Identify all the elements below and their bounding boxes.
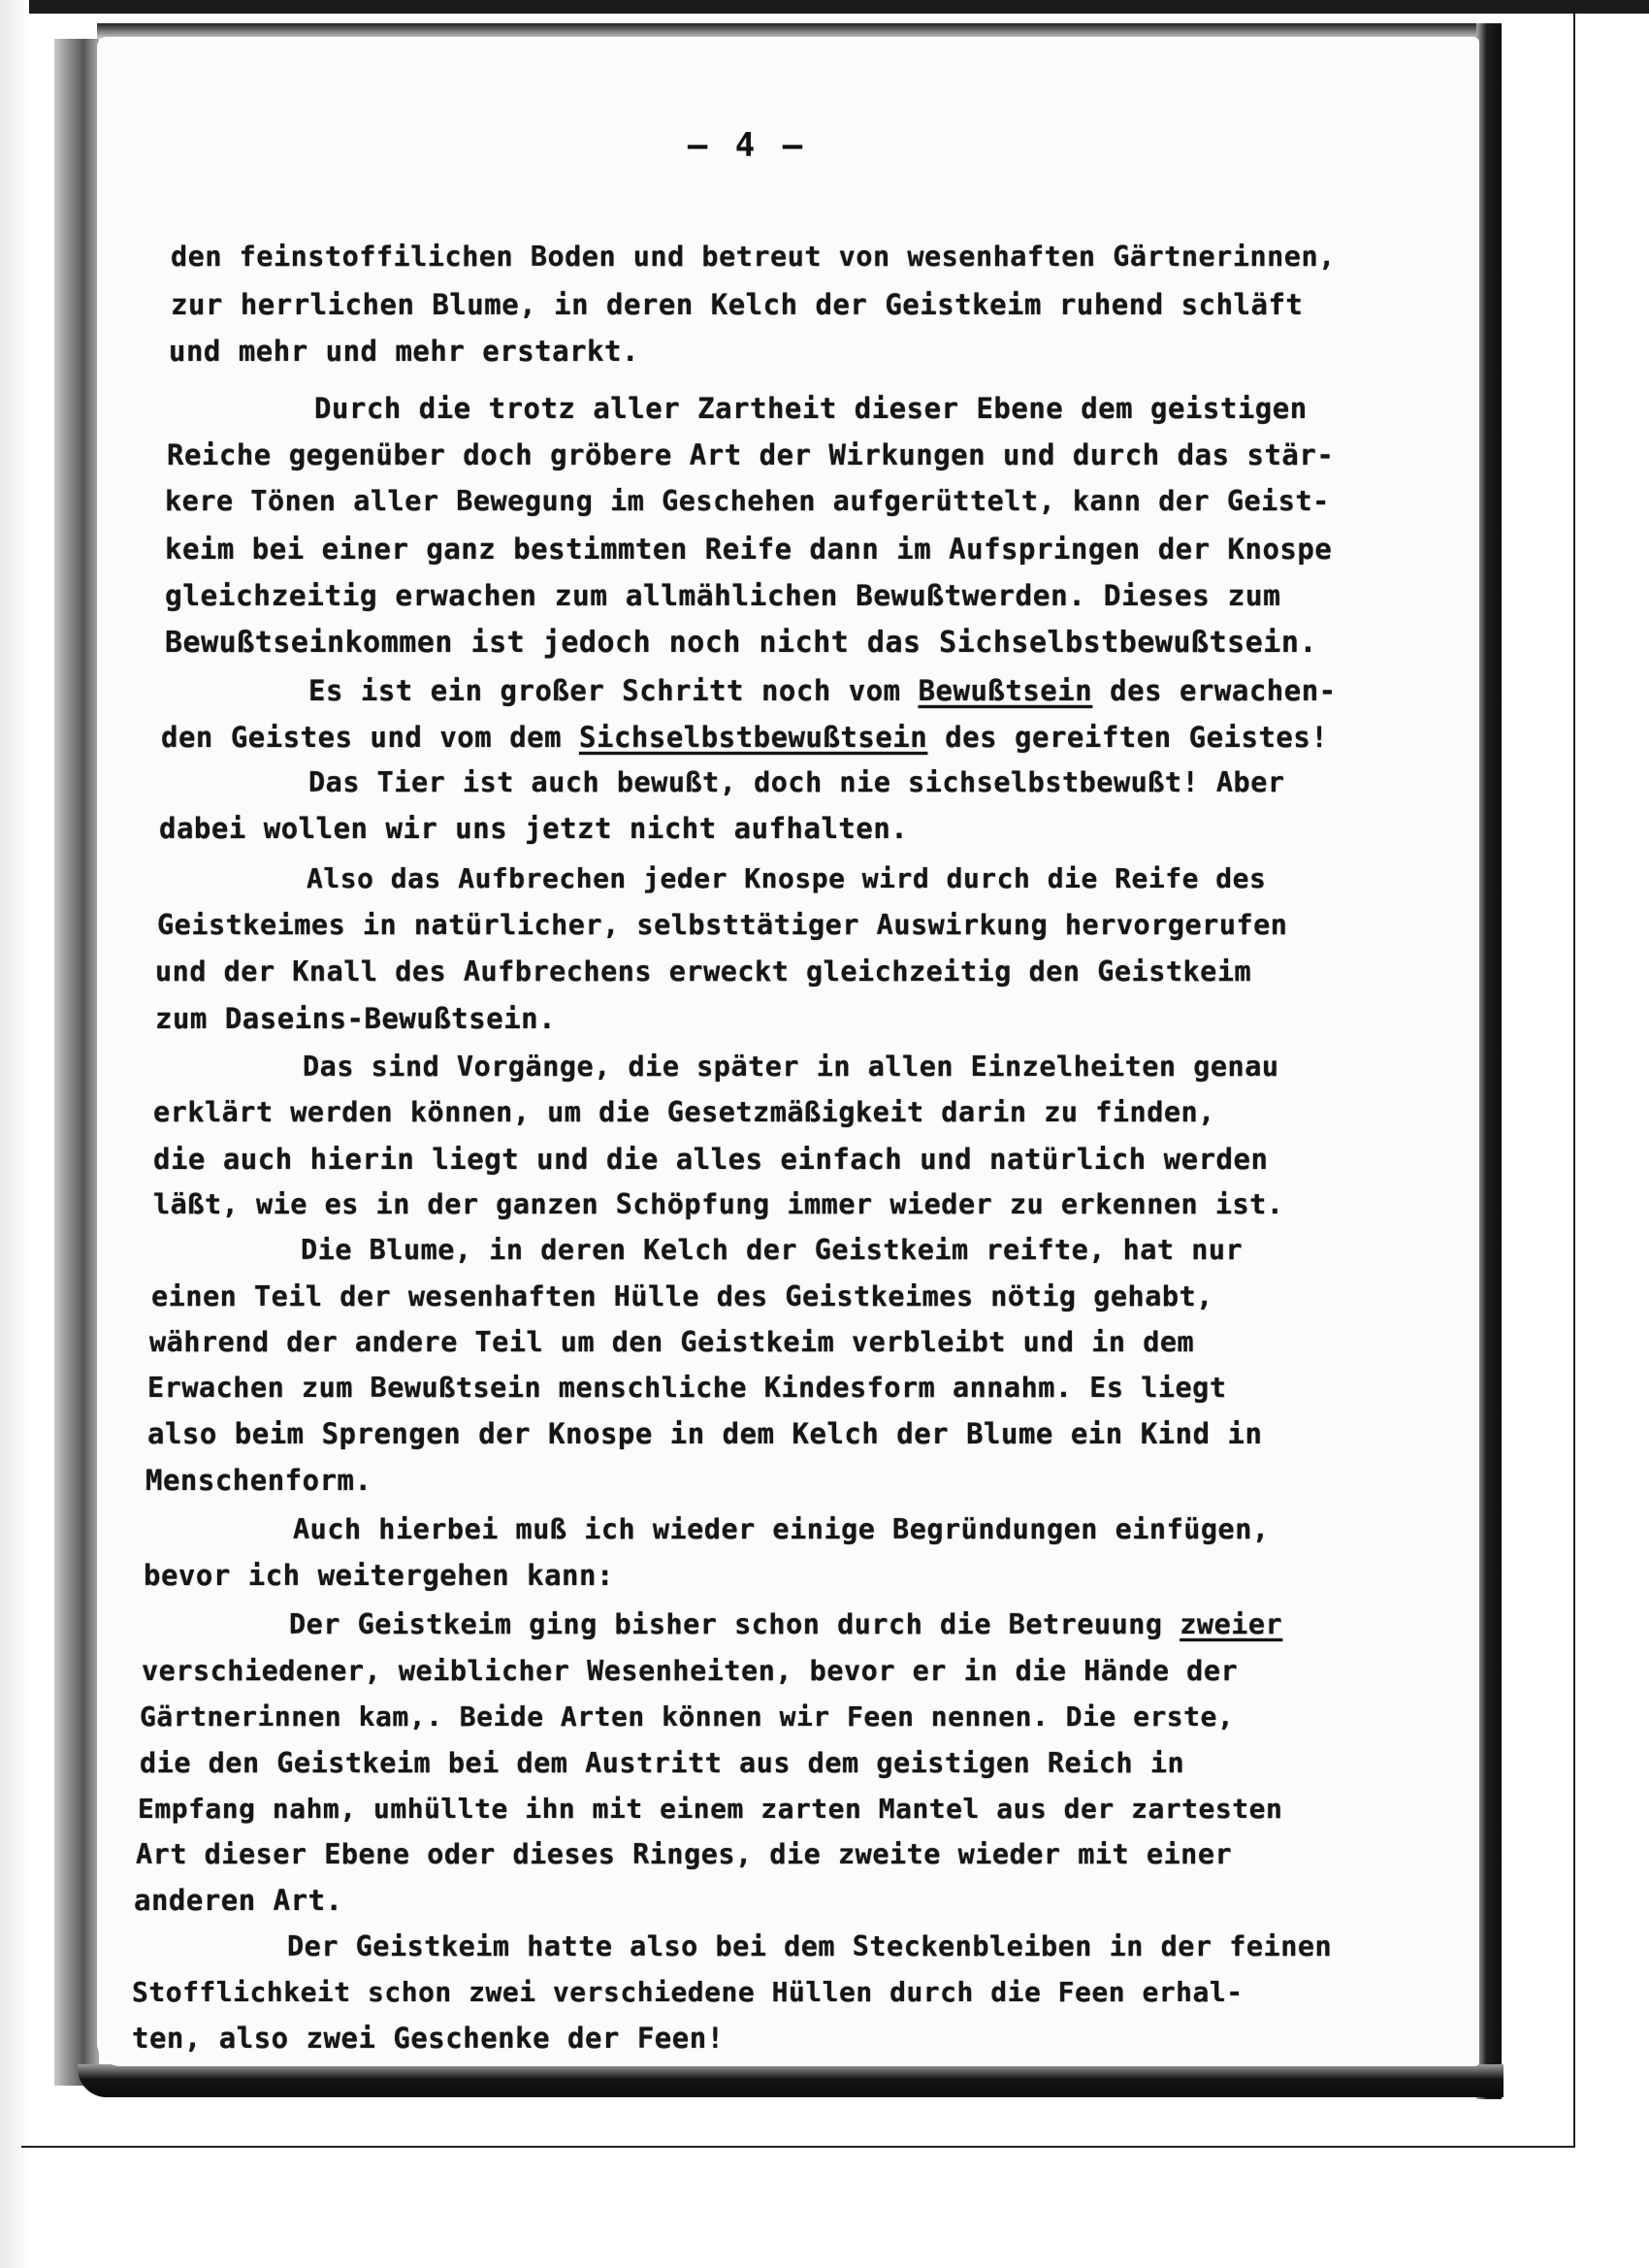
text-line: Der Geistkeim hatte also bei dem Steckenbleiben in der feinen [287, 1930, 1333, 1962]
text-line: Also das Aufbrechen jeder Knospe wird durch die Reife des [307, 862, 1267, 894]
text-line [308, 674, 1337, 707]
text-line: läßt, wie es in der ganzen Schöpfung immer wieder zu erkennen ist. [153, 1188, 1284, 1220]
text-line [289, 1608, 1282, 1640]
underlined-word: Sichselbstbewußtsein [579, 721, 928, 754]
text-segment: des erwachen- [1092, 674, 1337, 707]
text-line: zur herrlichen Blume, in deren Kelch der Geistkeim ruhend schläft [171, 288, 1304, 321]
text-line: einen Teil der wesenhaften Hülle des Geistkeimes nötig gehabt, [151, 1280, 1213, 1312]
text-line: und der Knall des Aufbrechens erweckt gleichzeitig den Geistkeim [155, 956, 1252, 988]
text-line: Empfang nahm, umhüllte ihn mit einem zarten Mantel aus der zartesten [138, 1793, 1283, 1825]
text-line: ten, also zwei Geschenke der Feen! [132, 2022, 725, 2055]
text-line: Menschenform. [146, 1464, 372, 1497]
text-line: zum Daseins-Bewußtsein. [155, 1002, 557, 1035]
scan-frame-bottom [21, 2146, 1575, 2148]
text-line: Durch die trotz aller Zartheit dieser Ebene dem geistigen [314, 392, 1308, 425]
text-line: also beim Sprengen der Knospe in dem Kelch der Blume ein Kind in [147, 1417, 1263, 1450]
text-line: Reiche gegenüber doch gröbere Art der Wirkungen und durch das stär- [167, 438, 1335, 471]
text-line: gleichzeitig erwachen zum allmählichen Bewußtwerden. Dieses zum [165, 579, 1281, 612]
underlined-word: zweier [1180, 1608, 1283, 1640]
text-segment: Der Geistkeim ging bisher schon durch die Betreuung [289, 1608, 1180, 1640]
text-line: kere Tönen aller Bewegung im Geschehen aufgerüttelt, kann der Geist- [165, 485, 1330, 517]
text-line: Art dieser Ebene oder dieses Ringes, die zweite wieder mit einer [136, 1838, 1233, 1870]
text-line: Bewußtseinkommen ist jedoch noch nicht das Sichselbstbewußtsein. [165, 626, 1317, 660]
text-line: die den Geistkeim bei dem Austritt aus dem geistigen Reich in [140, 1747, 1185, 1779]
text-line: Gärtnerinnen kam,. Beide Arten können wir Feen nennen. Die erste, [140, 1701, 1235, 1733]
text-line: verschiedener, weiblicher Wesenheiten, bevor er in die Hände der [142, 1655, 1239, 1687]
text-line: den feinstoffilichen Boden und betreut von wesenhaften Gärtnerinnen, [171, 241, 1336, 273]
underlined-word: Bewußtsein [918, 674, 1093, 707]
text-segment: des gereiften Geistes! [927, 721, 1329, 754]
text-line: Das sind Vorgänge, die später in allen Einzelheiten genau [303, 1051, 1279, 1083]
text-line: während der andere Teil um den Geistkeim verbleibt und in dem [149, 1326, 1195, 1358]
text-line: dabei wollen wir uns jetzt nicht aufhalten. [159, 812, 909, 845]
text-line: und mehr und mehr erstarkt. [169, 335, 639, 368]
text-line: die auch hierin liegt und die alles einfach und natürlich werden [153, 1143, 1269, 1176]
text-segment: den Geistes und vom dem [161, 721, 580, 754]
text-line: keim bei einer ganz bestimmten Reife dann im Aufspringen der Knospe [165, 533, 1333, 566]
text-line: anderen Art. [134, 1884, 343, 1917]
text-line: Stofflichkeit schon zwei verschiedene Hüllen durch die Feen erhal- [132, 1976, 1244, 2008]
text-line: Die Blume, in deren Kelch der Geistkeim reifte, hat nur [301, 1234, 1244, 1266]
text-line: Das Tier ist auch bewußt, doch nie sichselbstbewußt! Aber [308, 766, 1285, 798]
text-line: Geistkeimes in natürlicher, selbsttätiger Auswirkung hervorgerufen [157, 909, 1288, 941]
page-number: – 4 – [687, 126, 807, 165]
text-line: Erwachen zum Bewußtsein menschliche Kindesform annahm. Es liegt [147, 1372, 1227, 1404]
text-segment: Es ist ein großer Schritt noch vom [308, 674, 919, 707]
text-line: erklärt werden können, um die Gesetzmäßigkeit darin zu finden, [153, 1096, 1215, 1128]
text-line [161, 721, 1328, 754]
text-line: bevor ich weitergehen kann: [144, 1559, 614, 1592]
text-line: Auch hierbei muß ich wieder einige Begründungen einfügen, [293, 1513, 1270, 1545]
